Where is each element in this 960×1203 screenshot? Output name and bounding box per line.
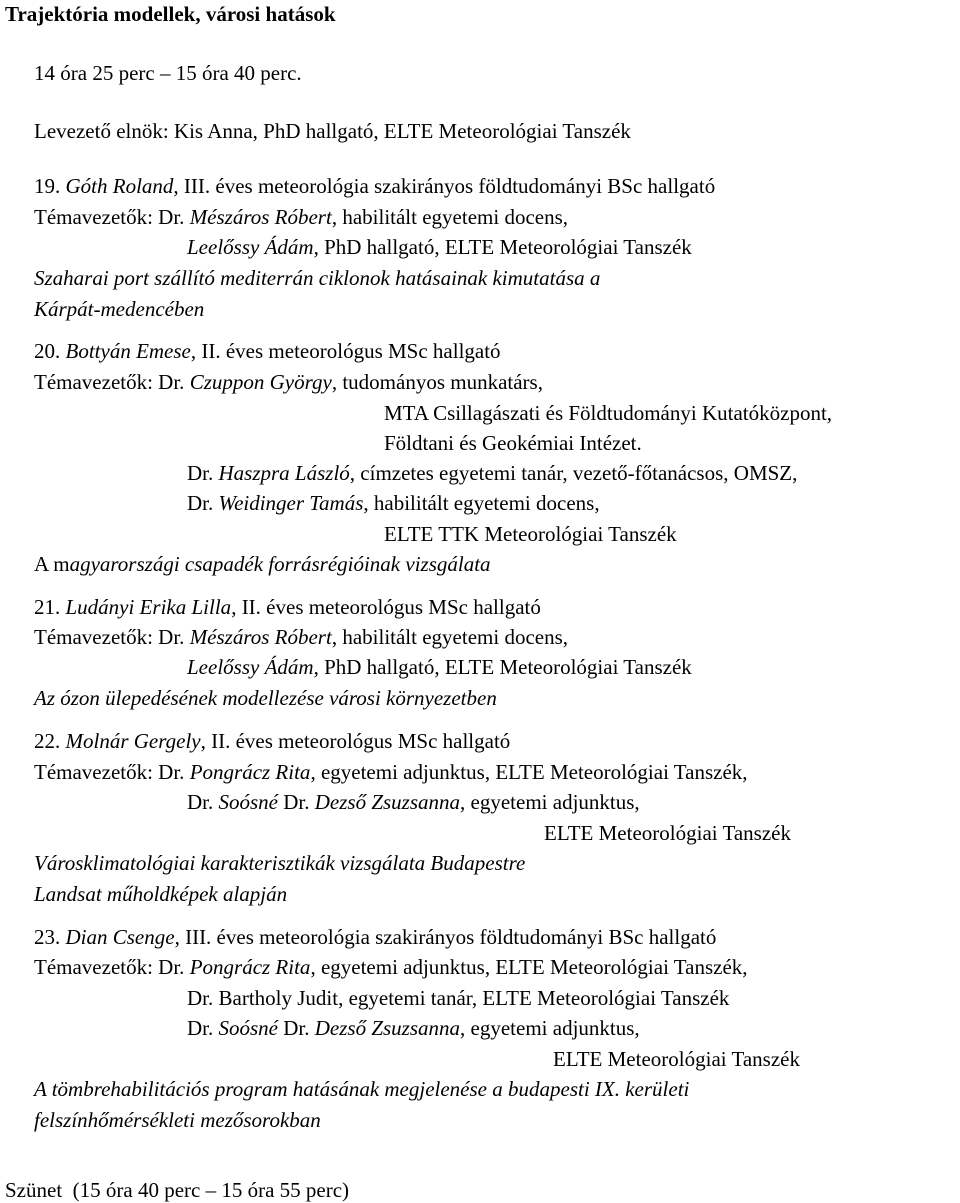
entry-21-supervisor-2 <box>187 657 692 678</box>
author-status: , III. éves meteorológia szakirányos földtudományi BSc hallgató <box>173 174 716 198</box>
author-name: Dian Csenge <box>65 925 175 949</box>
entry-number: 19. <box>34 174 61 198</box>
entry-22-affiliation: ELTE Meteorológiai Tanszék <box>544 821 791 845</box>
entry-21-title: Az ózon ülepedésének modellezése városi környezetben <box>34 686 497 710</box>
entry-20-affiliation-3: ELTE TTK Meteorológiai Tanszék <box>384 522 677 546</box>
break-notice: Szünet (15 óra 40 perc – 15 óra 55 perc) <box>5 1178 350 1202</box>
supervisor-role: , PhD hallgató, ELTE Meteorológiai Tanszék <box>313 235 692 259</box>
supervisor-name: Haszpra László <box>218 461 350 485</box>
supervisor-role: , egyetemi adjunktus, ELTE Meteorológiai Tanszék, <box>310 955 748 979</box>
author-name: Góth Roland <box>65 174 174 198</box>
supervisor-role: , habilitált egyetemi docens, <box>331 205 569 229</box>
supervisor-role: , egyetemi adjunktus, <box>460 790 640 814</box>
supervisor-role: , habilitált egyetemi docens, <box>363 491 600 515</box>
entry-20-supervisor-1 <box>34 372 543 393</box>
entry-22-supervisor-1 <box>34 762 748 783</box>
supervisor-prefix: Dr. <box>187 790 214 814</box>
supervisor-prefix: Dr. <box>283 1016 310 1040</box>
entry-19-supervisor-1 <box>34 207 568 228</box>
entry-20-supervisor-2 <box>187 463 797 484</box>
entry-23-affiliation: ELTE Meteorológiai Tanszék <box>553 1047 800 1071</box>
entry-21-supervisor-1 <box>34 627 568 648</box>
supervisor-name-b: Dezső Zsuzsanna <box>314 790 461 814</box>
session-title: Trajektória modellek, városi hatások <box>5 2 336 26</box>
author-name: Bottyán Emese <box>65 339 191 363</box>
entry-21-author <box>34 597 541 618</box>
supervisor-label: Témavezetők: Dr. <box>34 370 185 394</box>
supervisor-name: Leelőssy Ádám <box>187 655 314 679</box>
supervisor-role: , címzetes egyetemi tanár, vezető-főtanácsos, OMSZ, <box>349 461 798 485</box>
supervisor-role: , egyetemi adjunktus, <box>460 1016 640 1040</box>
supervisor-label: Témavezetők: Dr. <box>34 625 185 649</box>
entry-22-author <box>34 731 510 752</box>
supervisor-prefix: Dr. <box>187 461 214 485</box>
supervisor-label: Témavezetők: Dr. <box>34 955 185 979</box>
author-status: , III. éves meteorológia szakirányos földtudományi BSc hallgató <box>174 925 717 949</box>
entry-number: 23. <box>34 925 61 949</box>
author-name: Molnár Gergely <box>65 729 201 753</box>
session-chair: Levezető elnök: Kis Anna, PhD hallgató, ELTE Meteorológiai Tanszék <box>34 119 631 143</box>
entry-23-author <box>34 927 716 948</box>
author-status: , II. éves meteorológus MSc hallgató <box>190 339 501 363</box>
author-status: , II. éves meteorológus MSc hallgató <box>231 595 541 619</box>
entry-20-affiliation-1: MTA Csillagászati és Földtudományi Kutatóközpont, <box>384 401 833 425</box>
entry-22-supervisor-2 <box>187 792 640 813</box>
supervisor-name: Mészáros Róbert <box>189 625 332 649</box>
entry-19-author <box>34 176 715 197</box>
entry-22-title-line-2: Landsat műholdképek alapján <box>34 882 288 906</box>
entry-23-supervisor-3 <box>187 1018 640 1039</box>
entry-number: 22. <box>34 729 61 753</box>
entry-20-author <box>34 341 501 362</box>
entry-22-title-line-1: Városklimatológiai karakterisztikák vizsgálata Budapestre <box>34 851 526 875</box>
supervisor-name: Weidinger Tamás <box>218 491 364 515</box>
supervisor-label: Témavezetők: Dr. <box>34 760 185 784</box>
supervisor-role: , PhD hallgató, ELTE Meteorológiai Tanszék <box>313 655 692 679</box>
supervisor-role: , habilitált egyetemi docens, <box>331 625 569 649</box>
supervisor-name: Leelőssy Ádám <box>187 235 314 259</box>
entry-23-supervisor-2: Dr. Bartholy Judit, egyetemi tanár, ELTE Meteorológiai Tanszék <box>187 986 730 1010</box>
supervisor-prefix: Dr. <box>187 491 214 515</box>
entry-19-title-line-2: Kárpát-medencében <box>34 297 205 321</box>
entry-23-title-line-2: felszínhőmérsékleti mezősorokban <box>34 1108 321 1132</box>
entry-20-supervisor-3 <box>187 493 600 514</box>
author-name: Ludányi Erika Lilla <box>65 595 232 619</box>
supervisor-label: Témavezetők: Dr. <box>34 205 185 229</box>
entry-20-title <box>34 554 491 575</box>
title-start: A m <box>34 552 70 576</box>
supervisor-name: Mészáros Róbert <box>189 205 332 229</box>
supervisor-name-a: Soósné <box>218 1016 278 1040</box>
supervisor-prefix: Dr. <box>283 790 310 814</box>
supervisor-name-b: Dezső Zsuzsanna <box>314 1016 461 1040</box>
entry-23-title-line-1: A tömbrehabilitációs program hatásának megjelenése a budapesti IX. kerületi <box>34 1077 690 1101</box>
supervisor-prefix: Dr. <box>187 1016 214 1040</box>
entry-19-supervisor-2 <box>187 237 692 258</box>
supervisor-role: , tudományos munkatárs, <box>331 370 543 394</box>
author-status: , II. éves meteorológus MSc hallgató <box>200 729 511 753</box>
entry-20-affiliation-2: Földtani és Geokémiai Intézet. <box>384 431 642 455</box>
session-time: 14 óra 25 perc – 15 óra 40 perc. <box>34 61 302 85</box>
entry-number: 21. <box>34 595 61 619</box>
entry-23-supervisor-1 <box>34 957 748 978</box>
supervisor-name: Pongrácz Rita <box>189 760 311 784</box>
supervisor-role: , egyetemi adjunktus, ELTE Meteorológiai Tanszék, <box>310 760 748 784</box>
supervisor-name-a: Soósné <box>218 790 278 814</box>
supervisor-name: Czuppon György <box>189 370 332 394</box>
entry-number: 20. <box>34 339 61 363</box>
supervisor-name: Pongrácz Rita <box>189 955 311 979</box>
entry-19-title-line-1: Szaharai port szállító mediterrán ciklonok hatásainak kimutatása a <box>34 266 601 290</box>
title-rest: agyarországi csapadék forrásrégióinak vizsgálata <box>69 552 491 576</box>
